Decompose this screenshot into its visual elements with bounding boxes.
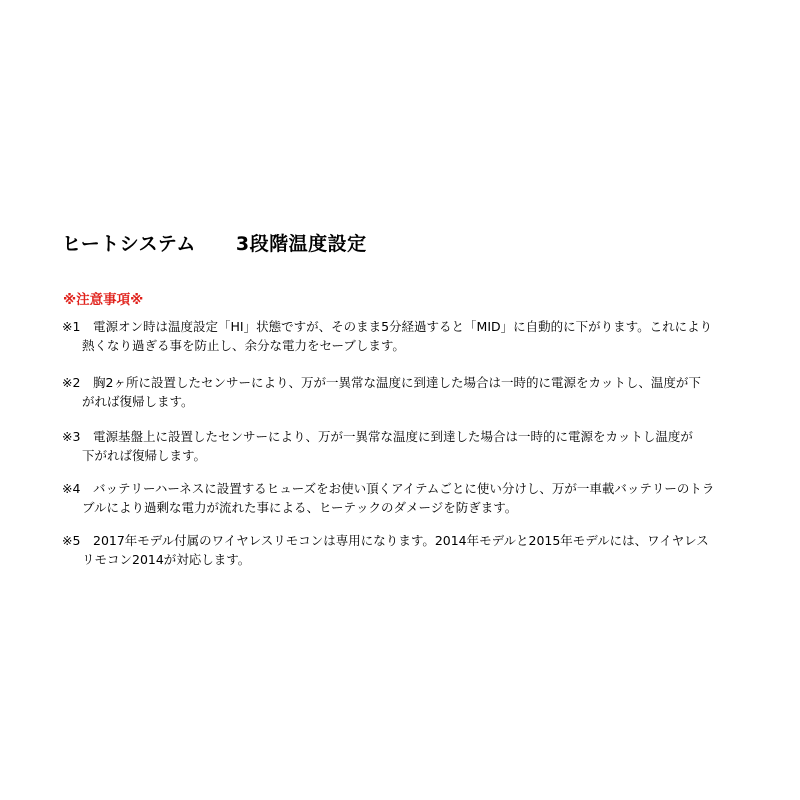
heading-temperature: 3段階温度設定 — [235, 233, 367, 255]
note-text-line2: がれば復帰します。 — [82, 394, 194, 409]
note-mark: ※2 — [62, 375, 81, 390]
note-mark: ※1 — [62, 319, 81, 334]
note-item — [62, 479, 762, 517]
note-item — [62, 373, 762, 411]
note-text-line1: 電源オン時は温度設定「HI」状態ですが、そのまま5分経過すると「MID」に自動的に下がります。これにより — [93, 319, 713, 334]
caution-title: ※注意事項※ — [63, 292, 144, 308]
note-text-line1: 胸2ヶ所に設置したセンサーにより、万が一異常な温度に到達した場合は一時的に電源をカットし、温度が下 — [93, 375, 701, 390]
note-text-line2: 熱くなり過ぎる事を防止し、余分な電力をセーブします。 — [82, 338, 405, 353]
note-text-line2: リモコン2014が対応します。 — [82, 552, 251, 567]
note-mark: ※3 — [62, 429, 81, 444]
note-text-line1: 電源基盤上に設置したセンサーにより、万が一異常な温度に到達した場合は一時的に電源をカットし温度が — [93, 429, 693, 444]
note-text-line1: バッテリーハーネスに設置するヒューズをお使い頂くアイテムごとに使い分けし、万が一車載バッテリーのトラ — [93, 481, 715, 496]
note-text-line1: 2017年モデル付属のワイヤレスリモコンは専用になります。2014年モデルと2015年モデルには、ワイヤレス — [93, 533, 709, 548]
note-mark: ※4 — [62, 481, 81, 496]
note-item — [62, 427, 762, 465]
heading-system: ヒートシステム — [62, 233, 196, 255]
note-item — [62, 531, 762, 569]
note-mark: ※5 — [62, 533, 81, 548]
page-heading — [62, 231, 367, 257]
note-item — [62, 317, 762, 355]
note-text-line2: 下がれば復帰します。 — [82, 448, 207, 463]
note-text-line2: ブルにより過剰な電力が流れた事による、ヒーテックのダメージを防ぎます。 — [82, 500, 518, 515]
